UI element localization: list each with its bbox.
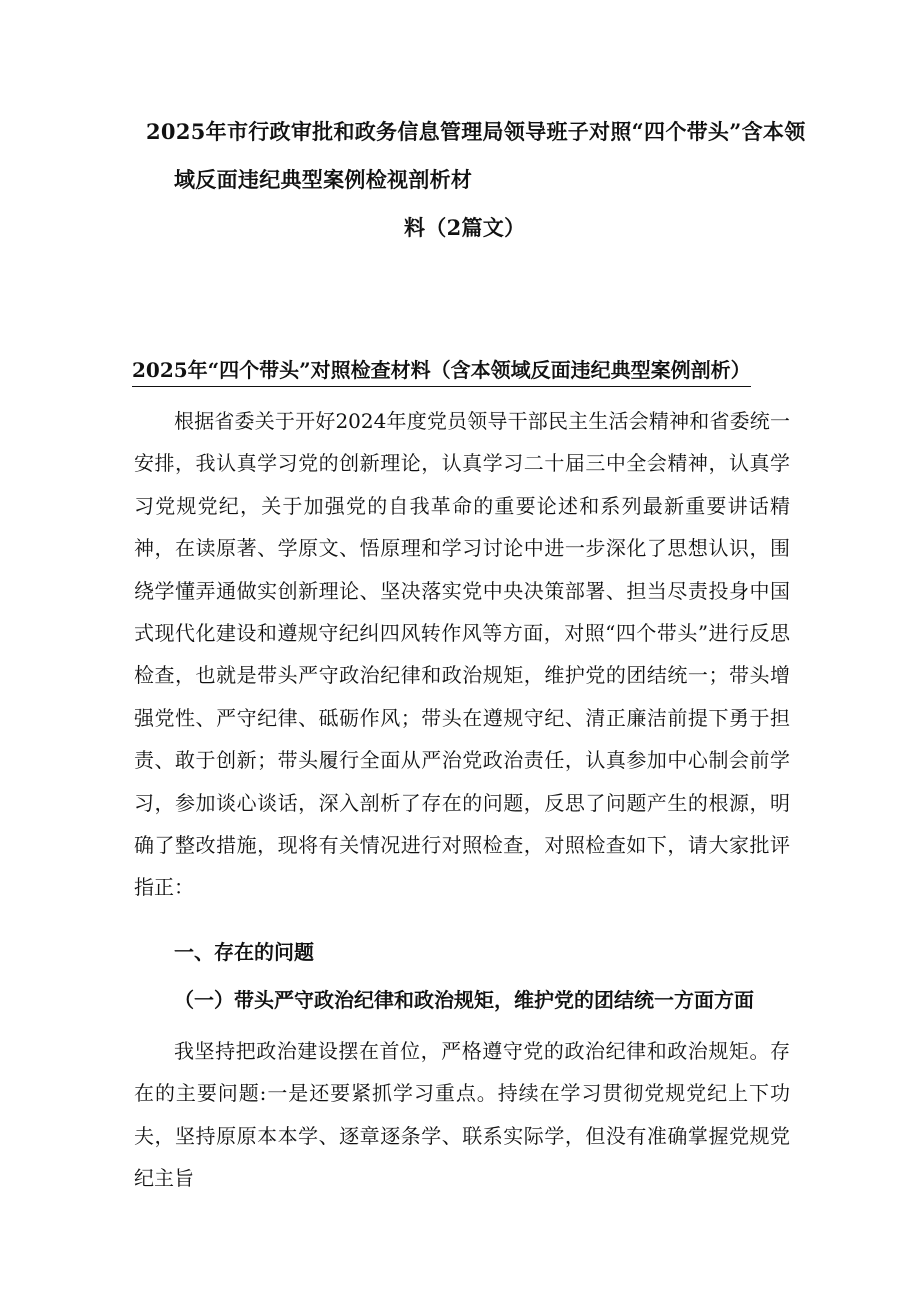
section-heading: 一、存在的问题 <box>174 940 314 964</box>
intro-paragraph: 根据省委关于开好2024年度党员领导干部民主生活会精神和省委统一安排，我认真学习党的创新理论，认真学习二十届三中全会精神，认真学习党规党纪，关于加强党的自我革命的重要论述和系列最新重要讲话精神，在读原著、学原文、悟原理和学习讨论中进一步深化了思想认识，围绕学懂弄通做实创新理论、坚决落实党中央决策部署、担当尽责投身中国式现代化建设和遵规守纪纠四风转作风等方面，对照“四个带头”进行反思检查，也就是带头严守政治纪律和政治规矩，维护党的团结统一；带头增强党性、严守纪律、砥砺作风；带头在遵规守纪、清正廉洁前提下勇于担责、敢于创新；带头履行全面从严治党政治责任，认真参加中心制会前学习，参加谈心谈话，深入剖析了存在的问题，反思了问题产生的根源，明确了整改措施，现将有关情况进行对照检查，对照检查如下，请大家批评指正： <box>134 409 790 900</box>
document-title-line-1: 2025年市行政审批和政务信息管理局领导班子对照“四个带头”含本领 <box>146 119 806 144</box>
body-paragraph: 我坚持把政治建设摆在首位，严格遵守党的政治纪律和政治规矩。存在的主要问题:一是还要紧抓学习重点。持续在学习贯彻党规党纪上下功夫，坚持原原本本学、逐章逐条学、联系实际学，但没有准确掌握党规党纪主旨 <box>134 1039 790 1191</box>
document-title-line-3: 料（2篇文） <box>404 215 526 240</box>
document-subtitle: 2025年“四个带头”对照检查材料（含本领域反面违纪典型案例剖析） <box>132 356 751 387</box>
subsection-heading: （一）带头严守政治纪律和政治规矩，维护党的团结统一方面方面 <box>174 988 754 1012</box>
document-title-line-2: 域反面违纪典型案例检视剖析材 <box>174 167 473 192</box>
